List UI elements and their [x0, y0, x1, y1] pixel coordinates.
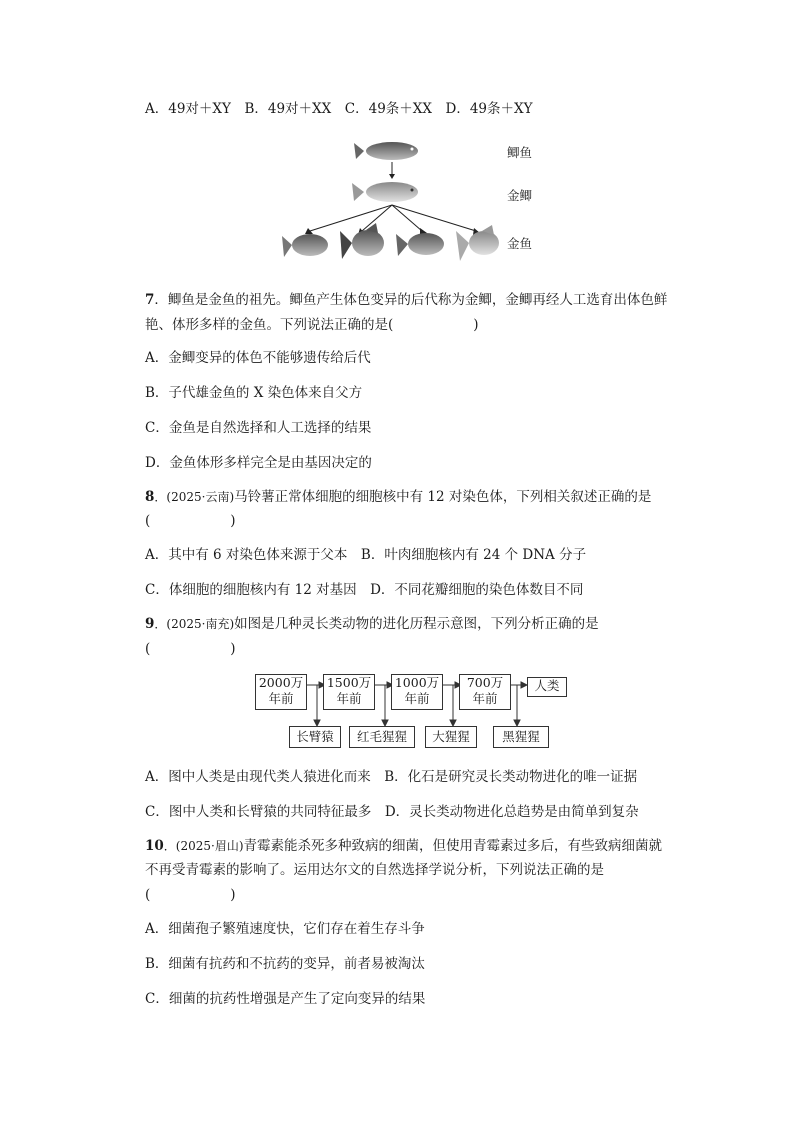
- q10-answer-paren: ( ): [145, 887, 236, 903]
- q7-close-paren: ): [473, 317, 479, 333]
- q7-number: 7: [145, 292, 155, 308]
- branch-chimpanzee: 黑猩猩: [493, 726, 549, 748]
- q7-stem-text1: ．鲫鱼是金鱼的祖先。鲫鱼产生体色变异的后代称为金鲫，金鲫再经人工选育出体色鲜: [154, 292, 668, 308]
- q8-options-ab: A．其中有 6 对染色体来源于父本 B．叶肉细胞核内有 24 个 DNA 分子: [145, 547, 587, 563]
- q7-option-a: A．金鲫变异的体色不能够遗传给后代: [145, 350, 371, 366]
- q10-option-b: B．细菌有抗药和不抗药的变异，前者易被淘汰: [145, 956, 425, 972]
- q10-stem-text1: 青霉素能杀死多种致病的细菌，但使用青霉素过多后，有些致病细菌就: [243, 838, 663, 854]
- q10-stem-line1: [145, 837, 662, 855]
- q10-number: 10: [145, 838, 164, 854]
- q7-option-b: B．子代雄金鱼的 X 染色体来自父方: [145, 385, 363, 401]
- branch-gorilla: 大猩猩: [425, 726, 477, 748]
- fish-label-crucian: 鲫鱼: [507, 145, 533, 160]
- goldfish-4-icon: [456, 225, 499, 261]
- q9-stem-line1: [145, 615, 599, 633]
- q8-number: 8: [145, 489, 155, 505]
- q8-stem-text: 马铃薯正常体细胞的细胞核中有 12 对染色体，下列相关叙述正确的是: [234, 489, 652, 505]
- time-box-10m: 1000万 年前: [391, 674, 443, 710]
- q7-option-d: D．金鱼体形多样完全是由基因决定的: [145, 455, 372, 471]
- q10-stem-line2: 不再受青霉素的影响了。运用达尔文的自然选择学说分析，下列说法正确的是: [145, 862, 604, 878]
- q8-stem-line1: [145, 488, 651, 506]
- q7-stem-line1: [145, 291, 667, 309]
- q8-options-cd: C．体细胞的细胞核内有 12 对基因 D．不同花瓣细胞的染色体数目不同: [145, 582, 584, 598]
- q8-answer-paren: ( ): [145, 513, 236, 529]
- q7-option-c: C．金鱼是自然选择和人工选择的结果: [145, 420, 372, 436]
- golden-crucian-icon: [352, 182, 418, 202]
- q10-source: ．(2025·眉山): [163, 839, 244, 853]
- q7-stem-line2: [145, 316, 479, 334]
- q6-options: A．49对＋XY B．49对＋XX C．49条＋XX D．49条＋XY: [145, 101, 533, 117]
- q8-source: ．(2025·云南): [154, 490, 235, 504]
- crucian-fish-icon: [354, 142, 418, 160]
- time-box-15m: 1500万 年前: [323, 674, 375, 710]
- time-box-20m: 2000万 年前: [255, 674, 307, 710]
- time-box-7m: 700万 年前: [459, 674, 511, 710]
- q10-option-c: C．细菌的抗药性增强是产生了定向变异的结果: [145, 991, 426, 1007]
- goldfish-1-icon: [282, 234, 328, 257]
- evolution-diagram: [255, 674, 575, 754]
- q9-options-ab: A．图中人类是由现代类人猿进化而来 B．化石是研究灵长类动物进化的唯一证据: [145, 769, 638, 785]
- branch-orangutan: 红毛猩猩: [349, 726, 415, 748]
- fish-label-golden-crucian: 金鲫: [507, 188, 533, 203]
- branch-gibbon: 长臂猿: [289, 726, 341, 748]
- q9-options-cd: C．图中人类和长臂猿的共同特征最多 D．灵长类动物进化总趋势是由简单到复杂: [145, 804, 639, 820]
- q9-stem-text: 如图是几种灵长类动物的进化历程示意图，下列分析正确的是: [234, 616, 599, 632]
- goldfish-3-icon: [396, 233, 444, 256]
- q7-stem-text2: 艳、体形多样的金鱼。下列说法正确的是(: [145, 317, 394, 333]
- human-box: 人类: [527, 677, 567, 697]
- q10-option-a: A．细菌孢子繁殖速度快，它们存在着生存斗争: [145, 921, 425, 937]
- q9-number: 9: [145, 616, 155, 632]
- q9-answer-paren: ( ): [145, 641, 236, 657]
- q9-source: ．(2025·南充): [154, 617, 235, 631]
- goldfish-2-icon: [340, 223, 384, 259]
- fish-label-goldfish: 金鱼: [507, 236, 533, 251]
